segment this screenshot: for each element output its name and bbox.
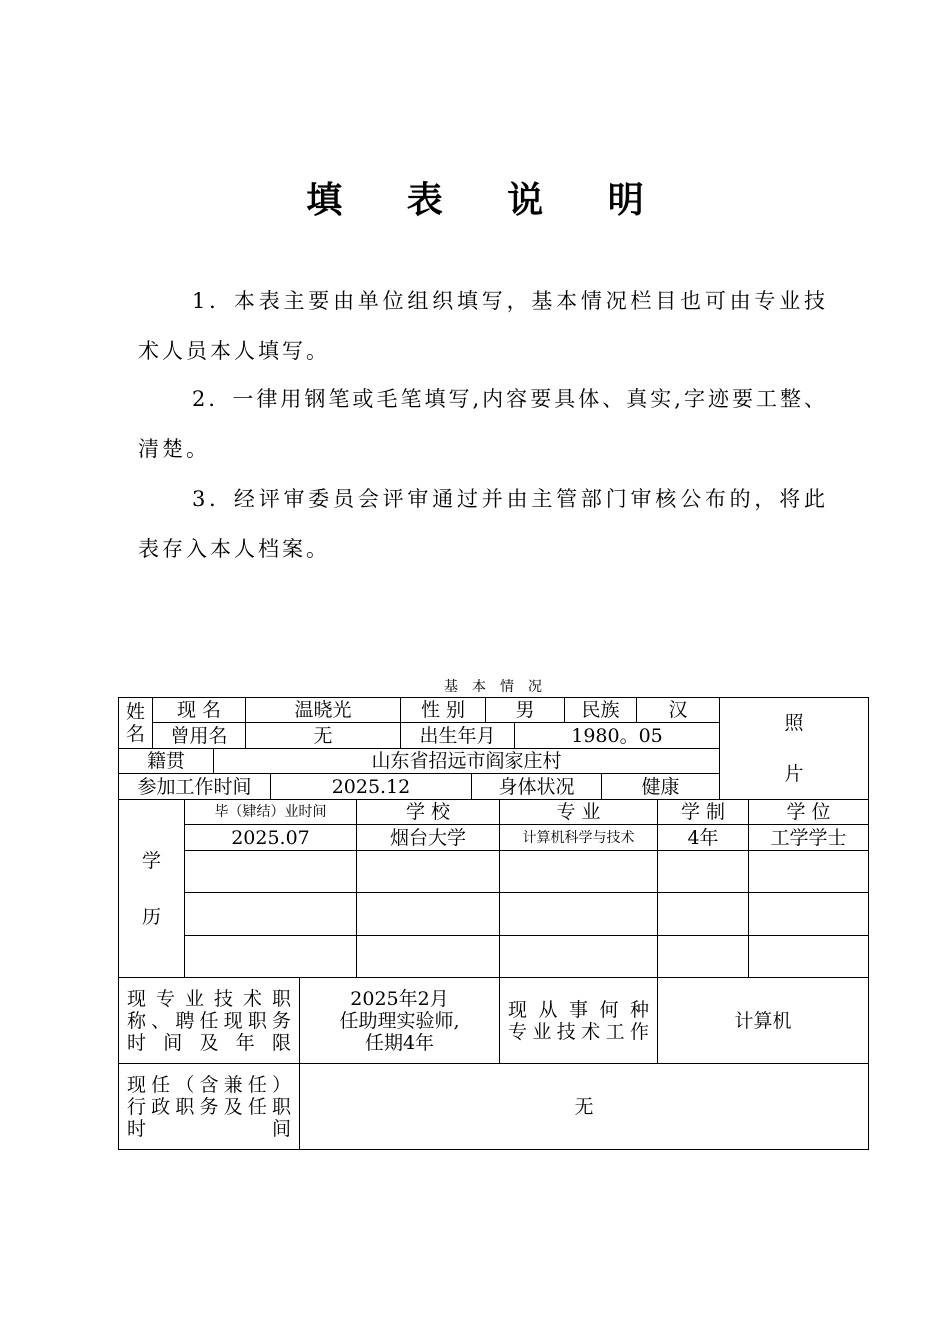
- edu-row-2-length: [657, 850, 749, 893]
- edu-row-3-time: [184, 892, 357, 936]
- edu-row-4-degree: [748, 935, 869, 978]
- edu-row-1-time: 2025.07: [184, 824, 357, 851]
- health-value: 健康: [601, 773, 720, 800]
- edu-header-length: 学 制: [657, 799, 749, 825]
- birth-value: 1980。05: [514, 722, 720, 749]
- work-type-label: 现从事何种 专业技术工作: [499, 977, 658, 1064]
- admin-post-value: 无: [299, 1063, 869, 1150]
- ethnicity-value: 汉: [636, 697, 720, 723]
- work-type-value: 计算机: [657, 977, 869, 1064]
- edu-row-2-major: [499, 850, 658, 893]
- instruction-3: 3．经评审委员会评审通过并由主管部门审核公布的，将此表存入本人档案。: [138, 487, 828, 561]
- edu-header-major: 专 业: [499, 799, 658, 825]
- ethnicity-label: 民族: [564, 697, 637, 723]
- title-value: 2025年2月 任助理实验师, 任期4年: [299, 977, 500, 1064]
- former-name-label: 曾用名: [152, 722, 246, 749]
- title-label: 现专业技术职 称、聘任现职务 时 间 及 年 限: [118, 977, 300, 1064]
- edu-row-1-degree: 工学学士: [748, 824, 869, 851]
- edu-row-3-school: [356, 892, 500, 936]
- edu-row-1-length: 4年: [657, 824, 749, 851]
- native-place-label: 籍贯: [118, 748, 214, 774]
- admin-post-label: 现任（含兼任） 行政职务及任职 时 间: [118, 1063, 300, 1150]
- instruction-1: 1．本表主要由单位组织填写，基本情况栏目也可由专业技术人员本人填写。: [138, 289, 828, 363]
- edu-row-1-major: 计算机科学与技术: [499, 824, 658, 851]
- edu-header-school: 学 校: [356, 799, 500, 825]
- edu-row-3-degree: [748, 892, 869, 936]
- gender-label: 性 别: [400, 697, 486, 723]
- name-group-label: 姓 名: [118, 697, 153, 749]
- native-place-value: 山东省招远市阎家庄村: [213, 748, 720, 774]
- edu-row-1-school: 烟台大学: [356, 824, 500, 851]
- page-title: 填 表 说 明: [306, 179, 670, 221]
- edu-row-4-time: [184, 935, 357, 978]
- edu-row-4-length: [657, 935, 749, 978]
- edu-row-3-length: [657, 892, 749, 936]
- gender-value: 男: [485, 697, 565, 723]
- current-name-label: 现 名: [152, 697, 246, 723]
- edu-row-2-school: [356, 850, 500, 893]
- edu-row-4-major: [499, 935, 658, 978]
- health-label: 身体状况: [471, 773, 602, 800]
- current-name-value: 温晓光: [245, 697, 401, 723]
- photo-box: 照 片: [719, 697, 869, 800]
- instruction-2: 2．一律用钢笔或毛笔填写,内容要具体、真实,字迹要工整、清楚。: [138, 387, 828, 461]
- former-name-value: 无: [245, 722, 401, 749]
- edu-row-3-major: [499, 892, 658, 936]
- education-label: 学 历: [118, 799, 185, 978]
- edu-row-2-time: [184, 850, 357, 893]
- edu-row-4-school: [356, 935, 500, 978]
- edu-header-degree: 学 位: [748, 799, 869, 825]
- edu-row-2-degree: [748, 850, 869, 893]
- work-start-value: 2025.12: [270, 773, 472, 800]
- edu-header-time: 毕（肄结）业时间: [184, 799, 357, 825]
- form-caption: 基本情况: [444, 679, 556, 695]
- birth-label: 出生年月: [400, 722, 515, 749]
- work-start-label: 参加工作时间: [118, 773, 271, 800]
